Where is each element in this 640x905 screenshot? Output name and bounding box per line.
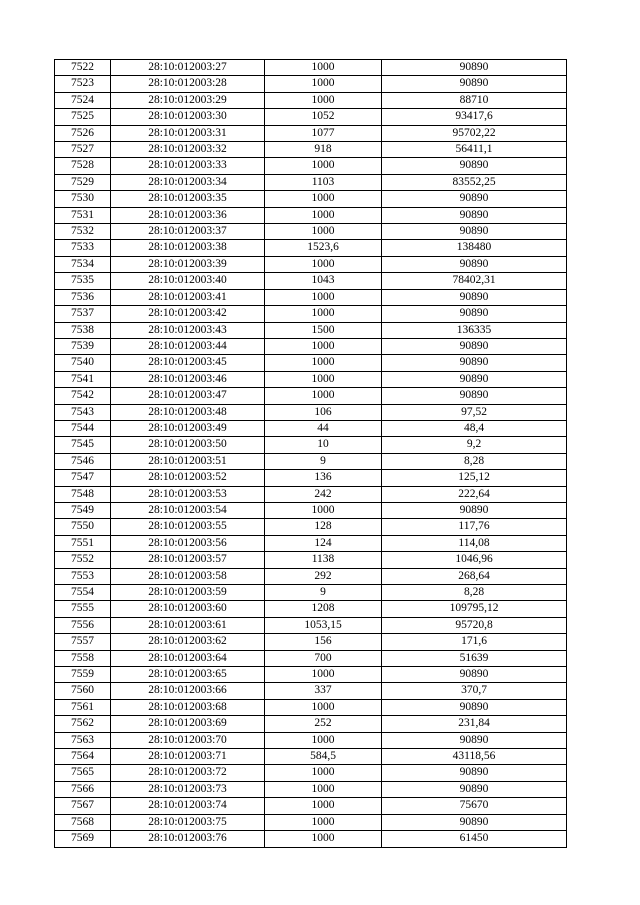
table-row xyxy=(55,306,567,322)
cadastral-number-cell: 28:10:012003:69 xyxy=(111,716,265,732)
value-cell: 95720,8 xyxy=(382,617,567,633)
area-cell: 1043 xyxy=(265,273,382,289)
land-plots-table xyxy=(54,59,567,848)
value-cell: 9,2 xyxy=(382,437,567,453)
cadastral-number-cell: 28:10:012003:48 xyxy=(111,404,265,420)
area-cell: 1000 xyxy=(265,732,382,748)
cadastral-number-cell: 28:10:012003:65 xyxy=(111,667,265,683)
cadastral-number-cell: 28:10:012003:64 xyxy=(111,650,265,666)
cadastral-number-cell: 28:10:012003:29 xyxy=(111,92,265,108)
area-cell: 10 xyxy=(265,437,382,453)
row-number-cell: 7525 xyxy=(55,109,111,125)
value-cell: 90890 xyxy=(382,76,567,92)
area-cell: 1000 xyxy=(265,207,382,223)
cadastral-number-cell: 28:10:012003:60 xyxy=(111,601,265,617)
cadastral-number-cell: 28:10:012003:62 xyxy=(111,634,265,650)
value-cell: 90890 xyxy=(382,289,567,305)
cadastral-number-cell: 28:10:012003:30 xyxy=(111,109,265,125)
table-row xyxy=(55,174,567,190)
area-cell: 1053,15 xyxy=(265,617,382,633)
row-number-cell: 7543 xyxy=(55,404,111,420)
row-number-cell: 7567 xyxy=(55,798,111,814)
table-row xyxy=(55,552,567,568)
value-cell: 171,6 xyxy=(382,634,567,650)
row-number-cell: 7556 xyxy=(55,617,111,633)
area-cell: 44 xyxy=(265,420,382,436)
table-row xyxy=(55,585,567,601)
cadastral-number-cell: 28:10:012003:46 xyxy=(111,371,265,387)
area-cell: 918 xyxy=(265,142,382,158)
value-cell: 90890 xyxy=(382,256,567,272)
area-cell: 1000 xyxy=(265,289,382,305)
area-cell: 1000 xyxy=(265,60,382,76)
area-cell: 1000 xyxy=(265,306,382,322)
row-number-cell: 7546 xyxy=(55,453,111,469)
table-row xyxy=(55,502,567,518)
table-row xyxy=(55,338,567,354)
row-number-cell: 7539 xyxy=(55,338,111,354)
row-number-cell: 7532 xyxy=(55,224,111,240)
cadastral-number-cell: 28:10:012003:38 xyxy=(111,240,265,256)
area-cell: 124 xyxy=(265,535,382,551)
row-number-cell: 7527 xyxy=(55,142,111,158)
row-number-cell: 7555 xyxy=(55,601,111,617)
cadastral-number-cell: 28:10:012003:41 xyxy=(111,289,265,305)
cadastral-number-cell: 28:10:012003:57 xyxy=(111,552,265,568)
value-cell: 90890 xyxy=(382,667,567,683)
table-body xyxy=(55,60,567,848)
value-cell: 114,08 xyxy=(382,535,567,551)
row-number-cell: 7558 xyxy=(55,650,111,666)
table-row xyxy=(55,650,567,666)
table-row xyxy=(55,207,567,223)
row-number-cell: 7535 xyxy=(55,273,111,289)
row-number-cell: 7563 xyxy=(55,732,111,748)
table-row xyxy=(55,814,567,830)
row-number-cell: 7569 xyxy=(55,831,111,847)
area-cell: 1000 xyxy=(265,781,382,797)
area-cell: 1000 xyxy=(265,256,382,272)
area-cell: 1000 xyxy=(265,371,382,387)
row-number-cell: 7552 xyxy=(55,552,111,568)
cadastral-number-cell: 28:10:012003:32 xyxy=(111,142,265,158)
area-cell: 1523,6 xyxy=(265,240,382,256)
table-row xyxy=(55,273,567,289)
cadastral-number-cell: 28:10:012003:73 xyxy=(111,781,265,797)
table-row xyxy=(55,109,567,125)
area-cell: 1000 xyxy=(265,388,382,404)
area-cell: 1000 xyxy=(265,158,382,174)
value-cell: 90890 xyxy=(382,338,567,354)
table-row xyxy=(55,191,567,207)
row-number-cell: 7568 xyxy=(55,814,111,830)
area-cell: 1000 xyxy=(265,699,382,715)
value-cell: 90890 xyxy=(382,732,567,748)
value-cell: 90890 xyxy=(382,355,567,371)
cadastral-number-cell: 28:10:012003:55 xyxy=(111,519,265,535)
area-cell: 1000 xyxy=(265,798,382,814)
cadastral-number-cell: 28:10:012003:49 xyxy=(111,420,265,436)
cadastral-number-cell: 28:10:012003:40 xyxy=(111,273,265,289)
value-cell: 231,84 xyxy=(382,716,567,732)
value-cell: 90890 xyxy=(382,207,567,223)
row-number-cell: 7559 xyxy=(55,667,111,683)
cadastral-number-cell: 28:10:012003:54 xyxy=(111,502,265,518)
value-cell: 136335 xyxy=(382,322,567,338)
area-cell: 1000 xyxy=(265,92,382,108)
cadastral-number-cell: 28:10:012003:28 xyxy=(111,76,265,92)
value-cell: 48,4 xyxy=(382,420,567,436)
row-number-cell: 7537 xyxy=(55,306,111,322)
value-cell: 109795,12 xyxy=(382,601,567,617)
cadastral-number-cell: 28:10:012003:42 xyxy=(111,306,265,322)
value-cell: 43118,56 xyxy=(382,749,567,765)
value-cell: 90890 xyxy=(382,765,567,781)
area-cell: 1000 xyxy=(265,338,382,354)
row-number-cell: 7538 xyxy=(55,322,111,338)
cadastral-number-cell: 28:10:012003:66 xyxy=(111,683,265,699)
row-number-cell: 7561 xyxy=(55,699,111,715)
value-cell: 8,28 xyxy=(382,453,567,469)
cadastral-number-cell: 28:10:012003:39 xyxy=(111,256,265,272)
row-number-cell: 7549 xyxy=(55,502,111,518)
value-cell: 90890 xyxy=(382,306,567,322)
row-number-cell: 7554 xyxy=(55,585,111,601)
area-cell: 1103 xyxy=(265,174,382,190)
table-row xyxy=(55,470,567,486)
cadastral-number-cell: 28:10:012003:27 xyxy=(111,60,265,76)
area-cell: 337 xyxy=(265,683,382,699)
cadastral-number-cell: 28:10:012003:33 xyxy=(111,158,265,174)
area-cell: 9 xyxy=(265,453,382,469)
cadastral-number-cell: 28:10:012003:37 xyxy=(111,224,265,240)
row-number-cell: 7528 xyxy=(55,158,111,174)
cadastral-number-cell: 28:10:012003:70 xyxy=(111,732,265,748)
table-row xyxy=(55,732,567,748)
cadastral-number-cell: 28:10:012003:68 xyxy=(111,699,265,715)
value-cell: 268,64 xyxy=(382,568,567,584)
area-cell: 1000 xyxy=(265,765,382,781)
cadastral-number-cell: 28:10:012003:53 xyxy=(111,486,265,502)
area-cell: 1208 xyxy=(265,601,382,617)
area-cell: 1000 xyxy=(265,831,382,847)
table-row xyxy=(55,486,567,502)
cadastral-number-cell: 28:10:012003:56 xyxy=(111,535,265,551)
row-number-cell: 7565 xyxy=(55,765,111,781)
cadastral-number-cell: 28:10:012003:35 xyxy=(111,191,265,207)
table-row xyxy=(55,60,567,76)
area-cell: 136 xyxy=(265,470,382,486)
table-row xyxy=(55,831,567,847)
cadastral-number-cell: 28:10:012003:50 xyxy=(111,437,265,453)
row-number-cell: 7540 xyxy=(55,355,111,371)
value-cell: 117,76 xyxy=(382,519,567,535)
table-row xyxy=(55,355,567,371)
area-cell: 106 xyxy=(265,404,382,420)
table-row xyxy=(55,667,567,683)
area-cell: 1500 xyxy=(265,322,382,338)
cadastral-number-cell: 28:10:012003:44 xyxy=(111,338,265,354)
table-row xyxy=(55,256,567,272)
row-number-cell: 7545 xyxy=(55,437,111,453)
table-row xyxy=(55,617,567,633)
row-number-cell: 7526 xyxy=(55,125,111,141)
area-cell: 1000 xyxy=(265,191,382,207)
row-number-cell: 7551 xyxy=(55,535,111,551)
cadastral-number-cell: 28:10:012003:47 xyxy=(111,388,265,404)
value-cell: 90890 xyxy=(382,371,567,387)
cadastral-number-cell: 28:10:012003:59 xyxy=(111,585,265,601)
cadastral-number-cell: 28:10:012003:58 xyxy=(111,568,265,584)
row-number-cell: 7523 xyxy=(55,76,111,92)
area-cell: 242 xyxy=(265,486,382,502)
value-cell: 75670 xyxy=(382,798,567,814)
table-row xyxy=(55,125,567,141)
table-row xyxy=(55,158,567,174)
table-row xyxy=(55,716,567,732)
table-row xyxy=(55,420,567,436)
table-row xyxy=(55,92,567,108)
value-cell: 125,12 xyxy=(382,470,567,486)
table-row xyxy=(55,371,567,387)
value-cell: 90890 xyxy=(382,60,567,76)
table-row xyxy=(55,781,567,797)
table-row xyxy=(55,634,567,650)
cadastral-number-cell: 28:10:012003:71 xyxy=(111,749,265,765)
value-cell: 97,52 xyxy=(382,404,567,420)
cadastral-number-cell: 28:10:012003:36 xyxy=(111,207,265,223)
value-cell: 88710 xyxy=(382,92,567,108)
table-row xyxy=(55,765,567,781)
value-cell: 90890 xyxy=(382,388,567,404)
row-number-cell: 7557 xyxy=(55,634,111,650)
row-number-cell: 7550 xyxy=(55,519,111,535)
cadastral-number-cell: 28:10:012003:51 xyxy=(111,453,265,469)
table-row xyxy=(55,601,567,617)
row-number-cell: 7531 xyxy=(55,207,111,223)
row-number-cell: 7548 xyxy=(55,486,111,502)
value-cell: 56411,1 xyxy=(382,142,567,158)
row-number-cell: 7541 xyxy=(55,371,111,387)
table-row xyxy=(55,798,567,814)
cadastral-number-cell: 28:10:012003:31 xyxy=(111,125,265,141)
cadastral-number-cell: 28:10:012003:75 xyxy=(111,814,265,830)
area-cell: 9 xyxy=(265,585,382,601)
area-cell: 584,5 xyxy=(265,749,382,765)
value-cell: 138480 xyxy=(382,240,567,256)
area-cell: 128 xyxy=(265,519,382,535)
table-row xyxy=(55,404,567,420)
row-number-cell: 7530 xyxy=(55,191,111,207)
table-row xyxy=(55,240,567,256)
area-cell: 292 xyxy=(265,568,382,584)
area-cell: 1000 xyxy=(265,76,382,92)
table-row xyxy=(55,289,567,305)
row-number-cell: 7533 xyxy=(55,240,111,256)
row-number-cell: 7547 xyxy=(55,470,111,486)
cadastral-number-cell: 28:10:012003:74 xyxy=(111,798,265,814)
row-number-cell: 7522 xyxy=(55,60,111,76)
table-row xyxy=(55,519,567,535)
value-cell: 90890 xyxy=(382,781,567,797)
area-cell: 700 xyxy=(265,650,382,666)
table-row xyxy=(55,453,567,469)
row-number-cell: 7536 xyxy=(55,289,111,305)
area-cell: 1000 xyxy=(265,502,382,518)
table-row xyxy=(55,535,567,551)
cadastral-number-cell: 28:10:012003:72 xyxy=(111,765,265,781)
value-cell: 83552,25 xyxy=(382,174,567,190)
cadastral-number-cell: 28:10:012003:76 xyxy=(111,831,265,847)
value-cell: 93417,6 xyxy=(382,109,567,125)
area-cell: 1052 xyxy=(265,109,382,125)
value-cell: 90890 xyxy=(382,158,567,174)
value-cell: 95702,22 xyxy=(382,125,567,141)
value-cell: 61450 xyxy=(382,831,567,847)
table-row xyxy=(55,749,567,765)
row-number-cell: 7524 xyxy=(55,92,111,108)
cadastral-number-cell: 28:10:012003:34 xyxy=(111,174,265,190)
row-number-cell: 7553 xyxy=(55,568,111,584)
area-cell: 252 xyxy=(265,716,382,732)
value-cell: 90890 xyxy=(382,502,567,518)
row-number-cell: 7534 xyxy=(55,256,111,272)
value-cell: 8,28 xyxy=(382,585,567,601)
table-row xyxy=(55,142,567,158)
area-cell: 1077 xyxy=(265,125,382,141)
table-row xyxy=(55,322,567,338)
table-row xyxy=(55,437,567,453)
value-cell: 90890 xyxy=(382,699,567,715)
area-cell: 1000 xyxy=(265,814,382,830)
cadastral-number-cell: 28:10:012003:61 xyxy=(111,617,265,633)
row-number-cell: 7542 xyxy=(55,388,111,404)
value-cell: 1046,96 xyxy=(382,552,567,568)
table-row xyxy=(55,568,567,584)
area-cell: 1138 xyxy=(265,552,382,568)
area-cell: 156 xyxy=(265,634,382,650)
value-cell: 90890 xyxy=(382,191,567,207)
value-cell: 222,64 xyxy=(382,486,567,502)
area-cell: 1000 xyxy=(265,355,382,371)
row-number-cell: 7566 xyxy=(55,781,111,797)
value-cell: 78402,31 xyxy=(382,273,567,289)
table-row xyxy=(55,224,567,240)
cadastral-number-cell: 28:10:012003:45 xyxy=(111,355,265,371)
value-cell: 90890 xyxy=(382,814,567,830)
area-cell: 1000 xyxy=(265,667,382,683)
value-cell: 51639 xyxy=(382,650,567,666)
row-number-cell: 7560 xyxy=(55,683,111,699)
row-number-cell: 7564 xyxy=(55,749,111,765)
cadastral-number-cell: 28:10:012003:52 xyxy=(111,470,265,486)
value-cell: 90890 xyxy=(382,224,567,240)
table-row xyxy=(55,76,567,92)
row-number-cell: 7529 xyxy=(55,174,111,190)
row-number-cell: 7544 xyxy=(55,420,111,436)
table-row xyxy=(55,683,567,699)
row-number-cell: 7562 xyxy=(55,716,111,732)
cadastral-number-cell: 28:10:012003:43 xyxy=(111,322,265,338)
table-row xyxy=(55,388,567,404)
value-cell: 370,7 xyxy=(382,683,567,699)
table-row xyxy=(55,699,567,715)
area-cell: 1000 xyxy=(265,224,382,240)
